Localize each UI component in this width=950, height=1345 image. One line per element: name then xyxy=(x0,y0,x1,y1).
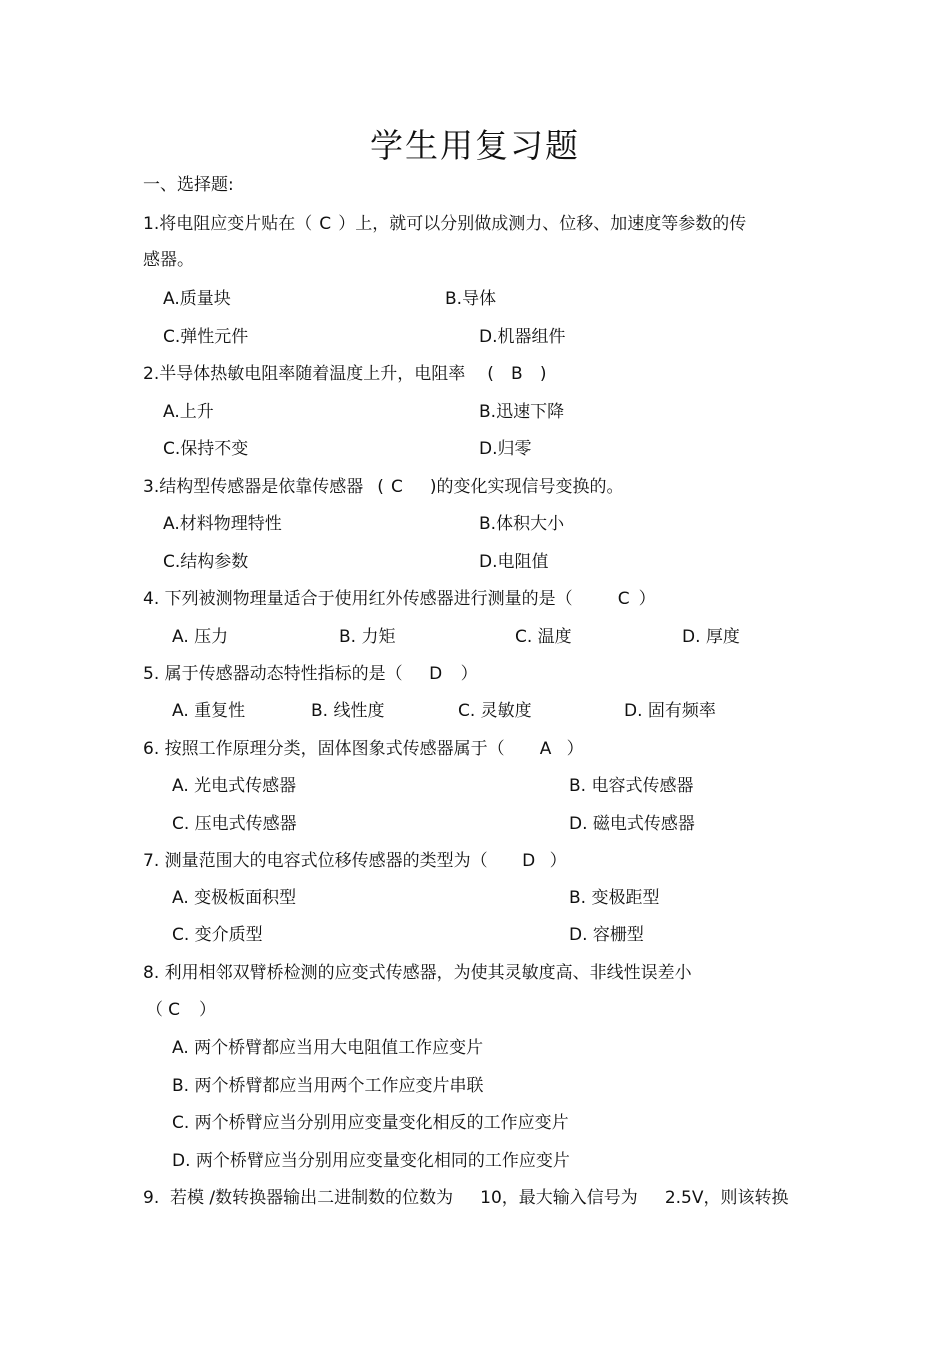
question-6-close: ） xyxy=(566,739,584,759)
question-7-text: 7. 测量范围大的电容式位移传感器的类型为（ xyxy=(143,851,488,871)
q3-option-b: B.体积大小 xyxy=(479,514,565,534)
q6-option-a: A. 光电式传感器 xyxy=(172,776,297,796)
page-title: 学生用复习题 xyxy=(370,126,580,165)
q2-option-b: B.迅速下降 xyxy=(479,402,565,422)
question-1-line2: 感器。 xyxy=(143,250,194,270)
q8-option-b: B. 两个桥臂都应当用两个工作应变片串联 xyxy=(172,1076,484,1096)
question-8-open: （ xyxy=(146,1000,163,1020)
question-8-answer-line xyxy=(146,999,216,1021)
q3-option-c: C.结构参数 xyxy=(163,552,249,572)
q3-option-a: A.材料物理特性 xyxy=(163,514,282,534)
q6-option-b: B. 电容式传感器 xyxy=(569,776,694,796)
q8-option-a: A. 两个桥臂都应当用大电阻值工作应变片 xyxy=(172,1038,484,1058)
question-7-close: ） xyxy=(549,851,567,871)
q1-option-d: D.机器组件 xyxy=(479,327,566,347)
q7-option-a: A. 变极板面积型 xyxy=(172,888,297,908)
question-7 xyxy=(143,850,567,872)
question-3-text-cont: )的变化实现信号变换的。 xyxy=(429,477,624,497)
q1-option-b: B.导体 xyxy=(445,289,497,309)
question-6 xyxy=(143,738,584,760)
question-2-close: ) xyxy=(539,364,547,384)
question-1-answer: C xyxy=(319,214,332,234)
q5-option-b: B. 线性度 xyxy=(311,701,385,721)
question-4-close: ） xyxy=(638,589,656,609)
q4-option-c: C. 温度 xyxy=(515,627,572,647)
question-5-text: 5. 属于传感器动态特性指标的是（ xyxy=(143,664,403,684)
q2-option-a: A.上升 xyxy=(163,402,214,422)
question-8-answer: C xyxy=(168,1000,180,1020)
question-8: 8. 利用相邻双臂桥检测的应变式传感器，为使其灵敏度高、非线性误差小 xyxy=(143,963,692,983)
q4-option-a: A. 压力 xyxy=(172,627,229,647)
question-2-answer: B xyxy=(511,364,523,384)
question-6-text: 6. 按照工作原理分类，固体图象式传感器属于（ xyxy=(143,739,505,759)
q5-option-c: C. 灵敏度 xyxy=(458,701,532,721)
question-4-answer: C xyxy=(617,589,630,609)
q2-option-d: D.归零 xyxy=(479,439,532,459)
q6-option-d: D. 磁电式传感器 xyxy=(569,814,695,834)
q5-option-a: A. 重复性 xyxy=(172,701,246,721)
question-3-text: 3.结构型传感器是依靠传感器 xyxy=(143,477,364,497)
question-1-text: 1.将电阻应变片贴在（ xyxy=(143,214,313,234)
question-5-close: ） xyxy=(460,664,478,684)
question-6-answer: A xyxy=(539,739,552,759)
section-heading: 一、选择题: xyxy=(143,175,234,195)
q8-option-d: D. 两个桥臂应当分别用应变量变化相同的工作应变片 xyxy=(172,1151,570,1171)
q6-option-c: C. 压电式传感器 xyxy=(172,814,297,834)
question-2-open: ( xyxy=(487,364,494,384)
question-4 xyxy=(143,588,656,610)
question-1-text-cont: ）上，就可以分别做成测力、位移、加速度等参数的传 xyxy=(338,214,747,234)
question-7-answer: D xyxy=(522,851,536,871)
q4-option-b: B. 力矩 xyxy=(339,627,396,647)
q1-option-a: A.质量块 xyxy=(163,289,231,309)
q3-option-d: D.电阻值 xyxy=(479,552,549,572)
q5-option-d: D. 固有频率 xyxy=(624,701,716,721)
question-9: 9. 若模 /数转换器输出二进制数的位数为 10，最大输入信号为 2.5V，则该转换 xyxy=(143,1188,789,1208)
question-3-open: ( xyxy=(377,477,384,497)
q8-option-c: C. 两个桥臂应当分别用应变量变化相反的工作应变片 xyxy=(172,1113,569,1133)
question-2-text: 2.半导体热敏电阻率随着温度上升，电阻率 xyxy=(143,364,466,384)
q7-option-c: C. 变介质型 xyxy=(172,925,263,945)
q7-option-d: D. 容栅型 xyxy=(569,925,644,945)
question-8-close: ） xyxy=(199,1000,216,1020)
q7-option-b: B. 变极距型 xyxy=(569,888,660,908)
question-3-answer: C xyxy=(390,477,403,497)
q2-option-c: C.保持不变 xyxy=(163,439,249,459)
q1-option-c: C.弹性元件 xyxy=(163,327,249,347)
question-4-text: 4. 下列被测物理量适合于使用红外传感器进行测量的是（ xyxy=(143,589,573,609)
question-5-answer: D xyxy=(429,664,443,684)
question-5 xyxy=(143,663,478,685)
question-1 xyxy=(143,213,746,235)
question-2 xyxy=(143,363,547,385)
q4-option-d: D. 厚度 xyxy=(682,627,740,647)
question-3 xyxy=(143,476,624,498)
